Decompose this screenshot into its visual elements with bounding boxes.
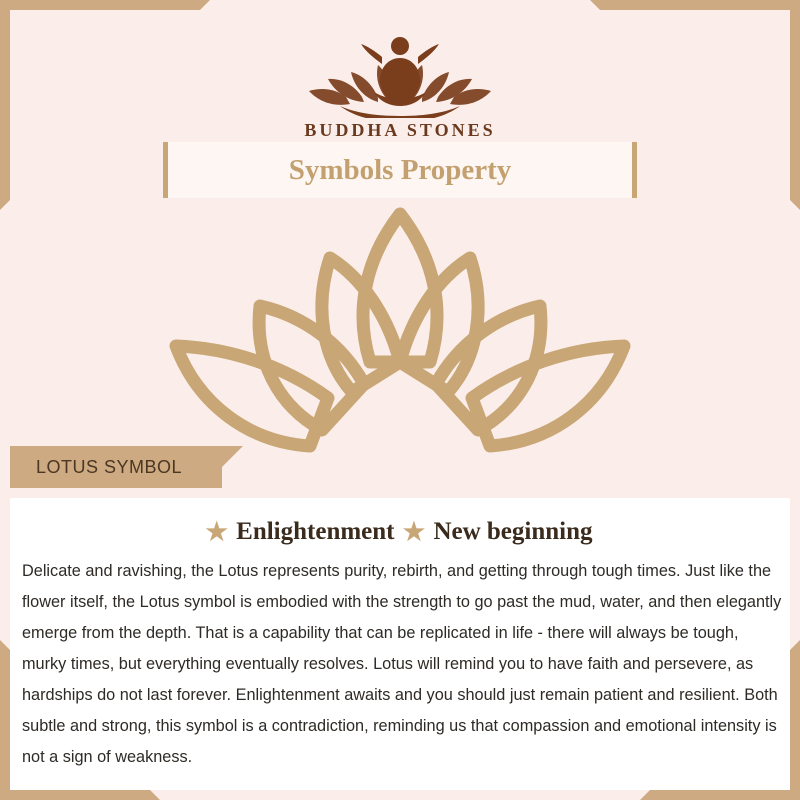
brand-logo [0, 22, 800, 141]
page-title: Symbols Property [288, 153, 512, 186]
headline [0, 516, 800, 546]
star-icon-left: ★ [205, 519, 228, 546]
title-edge-left [163, 142, 168, 198]
title-edge-right [632, 142, 637, 198]
ribbon-label: LOTUS SYMBOL [36, 456, 183, 477]
lotus-meditation-figure-icon [300, 22, 500, 118]
brand-name: BUDDHA STONES [304, 120, 496, 140]
headline-word-enlightenment: Enlightenment [236, 518, 395, 545]
lotus-illustration [0, 196, 800, 481]
section-title-bar [163, 142, 637, 198]
lotus-flower-icon [140, 196, 660, 476]
star-icon-middle: ★ [402, 519, 426, 546]
headline-word-new-beginning: New beginning [433, 518, 593, 545]
lotus-symbol-ribbon [10, 446, 222, 488]
description-text: Delicate and ravishing, the Lotus represents purity, rebirth, and getting through tough times. Just like the flower itself, the Lotus symbol is embodied with the strength to go past the mud, water, and then elegantly emerge from the depth. That is a capability that can be replicated in life - there will always be tough, murky times, but everything eventually resolves. Lotus will remind you to have faith and persevere, as hardships do not last forever. Enlightenment awaits and you should just remain patient and resilient. Both subtle and strong, this symbol is a contradiction, reminding us that compassion and emotional intensity is not a sign of weakness. [22, 562, 782, 766]
